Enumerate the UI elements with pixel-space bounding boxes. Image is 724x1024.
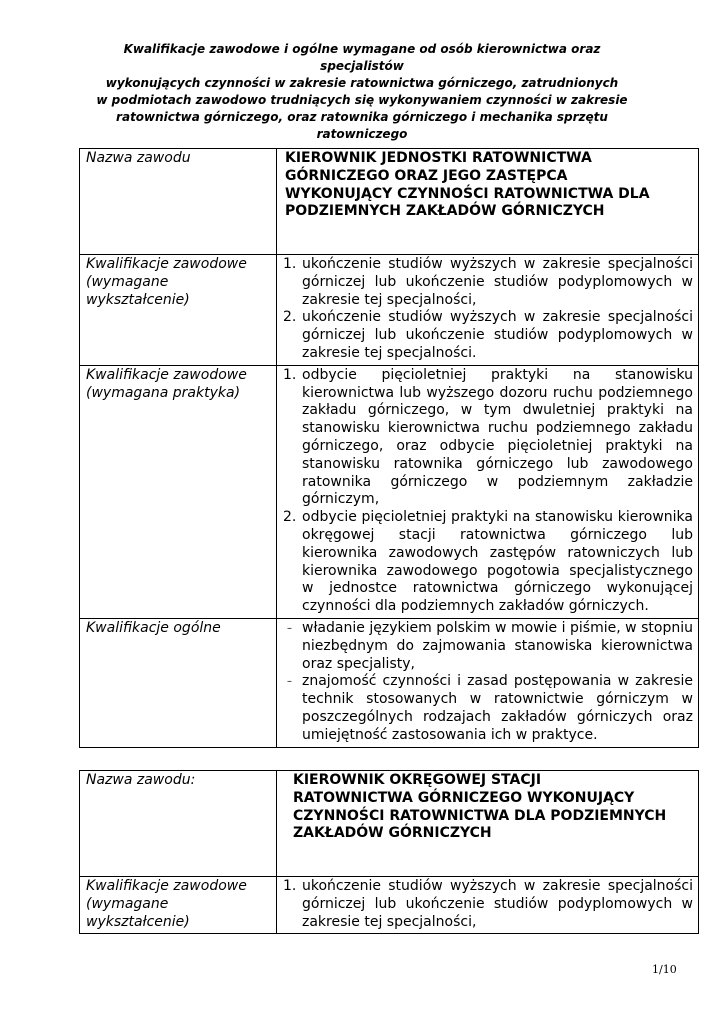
heading-line: Kwalifikacje zawodowe i ogólne wymagane od osób kierownictwa oraz specjalistów bbox=[123, 42, 601, 73]
list-item bbox=[283, 367, 693, 509]
row-label-text: Kwalifikacje zawodowe bbox=[86, 878, 247, 894]
education-requirements bbox=[277, 877, 699, 934]
heading-line: w podmiotach zawodowo trudniących się wykonywaniem czynności w zakresie bbox=[96, 93, 628, 107]
profession-title bbox=[277, 771, 699, 877]
list-item-text: ukończenie studiów wyższych w zakresie specjalności górniczej lub ukończenie studiów podyplomowych w zakresie tej specjalności, bbox=[302, 878, 693, 930]
profession-title bbox=[277, 149, 699, 255]
list-number: 1. bbox=[283, 256, 297, 272]
list-item bbox=[283, 509, 693, 616]
numbered-list bbox=[283, 367, 693, 616]
row-label-text: (wymagane bbox=[86, 895, 169, 912]
heading-line: ratownictwa górniczego, oraz ratownika górniczego i mechanika sprzętu bbox=[116, 110, 608, 124]
list-item-text: odbycie pięcioletniej praktyki na stanowisku kierownictwa lub wyższego dozoru ruchu podziemnego zakładu górniczego, w tym dwuletniej praktyki na stanowisku kierownictwa ruchu podziemnego zakładu górniczego, oraz odbycie pięcioletniej praktyki na stanowisku ratownika górniczego lub zawodowego ratownika górniczego w podziemnym zakładzie górniczym, bbox=[302, 366, 693, 508]
title-line: ZAKŁADÓW GÓRNICZYCH bbox=[293, 825, 492, 842]
document-heading bbox=[80, 41, 644, 143]
numbered-list bbox=[283, 256, 693, 363]
list-item-text: ukończenie studiów wyższych w zakresie specjalności górniczej lub ukończenie studiów podyplomowych w zakresie tej specjalności, bbox=[302, 256, 693, 308]
list-number: 2. bbox=[283, 509, 297, 526]
row-label bbox=[80, 618, 277, 747]
title-line: WYKONUJĄCY CZYNNOŚCI RATOWNICTWA DLA bbox=[285, 185, 650, 202]
table-row bbox=[80, 877, 699, 934]
table-row bbox=[80, 618, 699, 747]
table-row bbox=[80, 255, 699, 366]
general-requirements bbox=[277, 618, 699, 747]
row-label bbox=[80, 877, 277, 934]
row-label-text: Nazwa zawodu: bbox=[86, 772, 196, 788]
list-item bbox=[283, 673, 693, 744]
list-item bbox=[283, 309, 693, 362]
list-item-text: znajomość czynności i zasad postępowania w zakresie technik stosowanych w ratownictwie górniczym w poszczególnych rodzajach zakładów górniczych oraz umiejętność zastosowania ich w praktyce. bbox=[302, 673, 693, 743]
title-line: KIEROWNIK OKRĘGOWEJ STACJI bbox=[293, 772, 542, 788]
row-label-text: (wymagane bbox=[86, 273, 169, 290]
row-label bbox=[80, 149, 277, 255]
dash-list bbox=[283, 620, 693, 745]
table-row bbox=[80, 365, 699, 618]
row-label bbox=[80, 771, 277, 877]
row-label-text: (wymagana praktyka) bbox=[86, 384, 241, 401]
list-item bbox=[283, 620, 693, 673]
table-row bbox=[80, 771, 699, 877]
list-item-text: odbycie pięcioletniej praktyki na stanowisku kierownika okręgowej stacji ratownictwa górniczego lub kierownika zawodowych zastępów ratowniczych lub kierownika zawodowego pogotowia specjalistycznego w jednostce ratownictwa górniczego wykonującej czynności dla podziemnych zakładów górniczych. bbox=[302, 509, 693, 615]
row-label-text: Kwalifikacje zawodowe bbox=[86, 366, 247, 383]
numbered-list bbox=[283, 878, 693, 931]
dash-bullet-icon: – bbox=[287, 676, 292, 688]
row-label-text: Kwalifikacje ogólne bbox=[86, 619, 221, 636]
title-line: PODZIEMNYCH ZAKŁADÓW GÓRNICZYCH bbox=[285, 203, 605, 220]
qualification-table-2 bbox=[79, 770, 699, 934]
title-line: RATOWNICTWA GÓRNICZEGO WYKONUJĄCY bbox=[293, 789, 635, 806]
list-item bbox=[283, 256, 693, 309]
list-item-text: władanie językiem polskim w mowie i piśmie, w stopniu niezbędnym do zajmowania stanowiska kierownictwa oraz specjalisty, bbox=[302, 619, 693, 672]
title-line: KIEROWNIK JEDNOSTKI RATOWNICTWA bbox=[285, 150, 592, 166]
row-label-text: Kwalifikacje zawodowe bbox=[86, 256, 247, 272]
page-number: 1/10 bbox=[652, 963, 677, 976]
row-label bbox=[80, 255, 277, 366]
education-requirements bbox=[277, 255, 699, 366]
list-number: 2. bbox=[283, 309, 297, 326]
title-line: CZYNNOŚCI RATOWNICTWA DLA PODZIEMNYCH bbox=[293, 807, 667, 824]
row-label-text: wykształcenie) bbox=[86, 913, 190, 930]
table-row bbox=[80, 149, 699, 255]
title-line: GÓRNICZEGO ORAZ JEGO ZASTĘPCA bbox=[285, 167, 568, 184]
row-label-text: Nazwa zawodu bbox=[86, 150, 191, 166]
list-item bbox=[283, 878, 693, 931]
row-label bbox=[80, 365, 277, 618]
practice-requirements bbox=[277, 365, 699, 618]
list-number: 1. bbox=[283, 878, 297, 894]
qualification-table-1 bbox=[79, 148, 699, 748]
row-label-text: wykształcenie) bbox=[86, 291, 190, 308]
dash-bullet-icon: – bbox=[287, 622, 292, 634]
list-item-text: ukończenie studiów wyższych w zakresie specjalności górniczej lub ukończenie studiów podyplomowych w zakresie tej specjalności. bbox=[302, 309, 693, 361]
list-number: 1. bbox=[283, 366, 297, 383]
heading-line: wykonujących czynności w zakresie ratownictwa górniczego, zatrudnionych bbox=[105, 76, 619, 90]
heading-line: ratowniczego bbox=[316, 127, 408, 141]
